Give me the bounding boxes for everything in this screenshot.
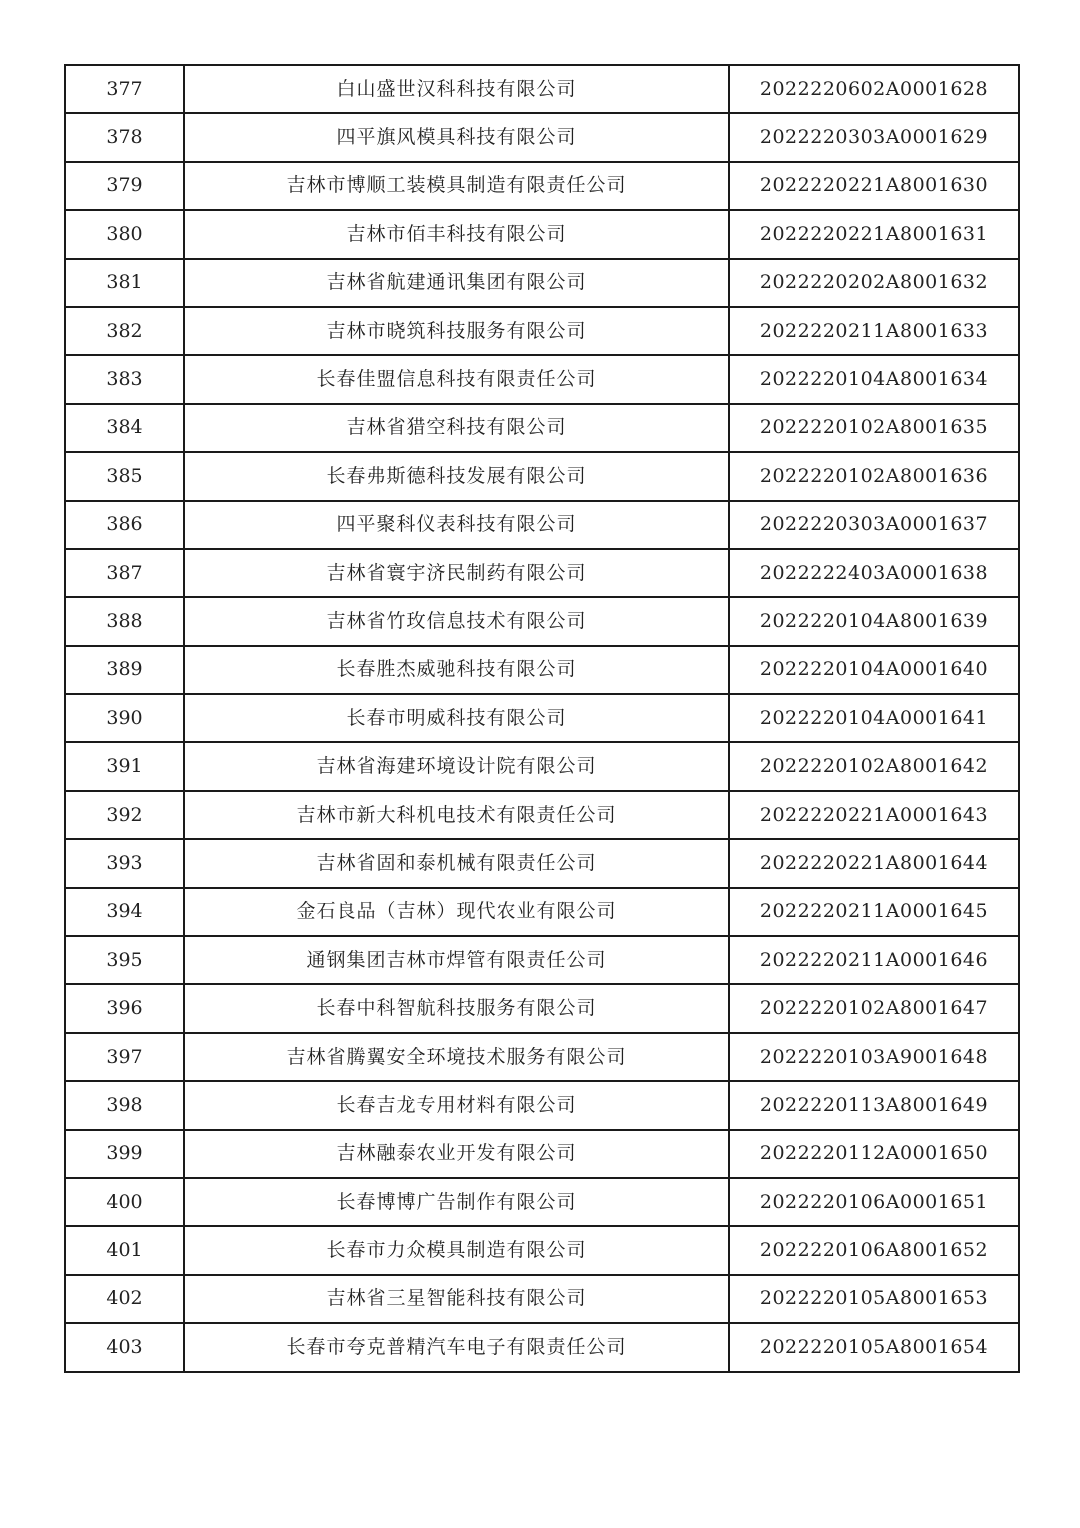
table-row [65, 839, 1019, 887]
table-row [65, 355, 1019, 403]
company-name-cell: 吉林省航建通讯集团有限公司 [184, 259, 729, 307]
company-name-cell: 四平旗风模具科技有限公司 [184, 113, 729, 161]
row-number-cell: 402 [65, 1275, 184, 1323]
table-row [65, 452, 1019, 500]
registration-code-cell: 2022220104A8001639 [729, 597, 1019, 645]
table-row [65, 65, 1019, 113]
row-number-cell: 384 [65, 404, 184, 452]
company-name-cell: 四平聚科仪表科技有限公司 [184, 501, 729, 549]
row-number-cell: 381 [65, 259, 184, 307]
table-row [65, 646, 1019, 694]
table-row [65, 888, 1019, 936]
company-name-cell: 长春胜杰威驰科技有限公司 [184, 646, 729, 694]
company-name-cell: 通钢集团吉林市焊管有限责任公司 [184, 936, 729, 984]
table-row [65, 694, 1019, 742]
registration-code-cell: 2022220211A0001646 [729, 936, 1019, 984]
row-number-cell: 377 [65, 65, 184, 113]
registration-code-cell: 2022220211A8001633 [729, 307, 1019, 355]
row-number-cell: 403 [65, 1323, 184, 1371]
registration-code-cell: 2022220221A8001630 [729, 162, 1019, 210]
row-number-cell: 396 [65, 984, 184, 1032]
table-row [65, 210, 1019, 258]
table-row [65, 259, 1019, 307]
registration-code-cell: 2022220105A8001654 [729, 1323, 1019, 1371]
table-row [65, 936, 1019, 984]
company-name-cell: 长春市力众模具制造有限公司 [184, 1226, 729, 1274]
company-name-cell: 吉林省三星智能科技有限公司 [184, 1275, 729, 1323]
company-name-cell: 长春市夸克普精汽车电子有限责任公司 [184, 1323, 729, 1371]
table-row [65, 1226, 1019, 1274]
registration-code-cell: 2022220113A8001649 [729, 1081, 1019, 1129]
company-name-cell: 长春弗斯德科技发展有限公司 [184, 452, 729, 500]
table-row [65, 404, 1019, 452]
table-row [65, 1323, 1019, 1371]
row-number-cell: 400 [65, 1178, 184, 1226]
table-row [65, 984, 1019, 1032]
table-row [65, 1275, 1019, 1323]
table-row [65, 1033, 1019, 1081]
registration-code-cell: 2022220102A8001642 [729, 742, 1019, 790]
registration-code-cell: 2022220103A9001648 [729, 1033, 1019, 1081]
company-registry-table [64, 64, 1020, 1373]
row-number-cell: 385 [65, 452, 184, 500]
table-row [65, 162, 1019, 210]
row-number-cell: 391 [65, 742, 184, 790]
registration-code-cell: 2022220102A8001647 [729, 984, 1019, 1032]
table-row [65, 113, 1019, 161]
company-name-cell: 长春博博广告制作有限公司 [184, 1178, 729, 1226]
company-name-cell: 吉林省猎空科技有限公司 [184, 404, 729, 452]
registration-code-cell: 2022220104A8001634 [729, 355, 1019, 403]
row-number-cell: 397 [65, 1033, 184, 1081]
row-number-cell: 379 [65, 162, 184, 210]
registration-code-cell: 2022220104A0001641 [729, 694, 1019, 742]
table-row [65, 549, 1019, 597]
registration-code-cell: 2022220102A8001636 [729, 452, 1019, 500]
row-number-cell: 387 [65, 549, 184, 597]
company-name-cell: 白山盛世汉科科技有限公司 [184, 65, 729, 113]
registration-code-cell: 2022222403A0001638 [729, 549, 1019, 597]
table-row [65, 1178, 1019, 1226]
company-name-cell: 吉林省海建环境设计院有限公司 [184, 742, 729, 790]
registration-code-cell: 2022220202A8001632 [729, 259, 1019, 307]
company-name-cell: 吉林省腾翼安全环境技术服务有限公司 [184, 1033, 729, 1081]
row-number-cell: 378 [65, 113, 184, 161]
registration-code-cell: 2022220211A0001645 [729, 888, 1019, 936]
table-row [65, 307, 1019, 355]
row-number-cell: 393 [65, 839, 184, 887]
registration-code-cell: 2022220602A0001628 [729, 65, 1019, 113]
registration-code-cell: 2022220221A8001631 [729, 210, 1019, 258]
table-row [65, 791, 1019, 839]
table-row [65, 597, 1019, 645]
company-name-cell: 吉林融泰农业开发有限公司 [184, 1130, 729, 1178]
company-name-cell: 长春佳盟信息科技有限责任公司 [184, 355, 729, 403]
company-name-cell: 金石良品（吉林）现代农业有限公司 [184, 888, 729, 936]
company-name-cell: 吉林市晓筑科技服务有限公司 [184, 307, 729, 355]
table-row [65, 742, 1019, 790]
row-number-cell: 388 [65, 597, 184, 645]
row-number-cell: 382 [65, 307, 184, 355]
row-number-cell: 399 [65, 1130, 184, 1178]
registration-code-cell: 2022220105A8001653 [729, 1275, 1019, 1323]
table-body [65, 65, 1019, 1372]
table-row [65, 1081, 1019, 1129]
company-name-cell: 吉林市博顺工装模具制造有限责任公司 [184, 162, 729, 210]
registration-code-cell: 2022220303A0001629 [729, 113, 1019, 161]
registration-code-cell: 2022220106A8001652 [729, 1226, 1019, 1274]
row-number-cell: 389 [65, 646, 184, 694]
registration-code-cell: 2022220303A0001637 [729, 501, 1019, 549]
row-number-cell: 401 [65, 1226, 184, 1274]
row-number-cell: 386 [65, 501, 184, 549]
row-number-cell: 398 [65, 1081, 184, 1129]
table-row [65, 1130, 1019, 1178]
registration-code-cell: 2022220102A8001635 [729, 404, 1019, 452]
company-name-cell: 吉林市新大科机电技术有限责任公司 [184, 791, 729, 839]
company-name-cell: 长春中科智航科技服务有限公司 [184, 984, 729, 1032]
company-name-cell: 吉林省固和泰机械有限责任公司 [184, 839, 729, 887]
registration-code-cell: 2022220106A0001651 [729, 1178, 1019, 1226]
company-name-cell: 长春市明威科技有限公司 [184, 694, 729, 742]
document-page [64, 64, 1016, 1373]
row-number-cell: 395 [65, 936, 184, 984]
row-number-cell: 392 [65, 791, 184, 839]
registration-code-cell: 2022220104A0001640 [729, 646, 1019, 694]
company-name-cell: 吉林省竹玫信息技术有限公司 [184, 597, 729, 645]
company-name-cell: 长春吉龙专用材料有限公司 [184, 1081, 729, 1129]
registration-code-cell: 2022220112A0001650 [729, 1130, 1019, 1178]
row-number-cell: 380 [65, 210, 184, 258]
row-number-cell: 394 [65, 888, 184, 936]
company-name-cell: 吉林省寰宇济民制药有限公司 [184, 549, 729, 597]
row-number-cell: 383 [65, 355, 184, 403]
row-number-cell: 390 [65, 694, 184, 742]
table-row [65, 501, 1019, 549]
registration-code-cell: 2022220221A8001644 [729, 839, 1019, 887]
registration-code-cell: 2022220221A0001643 [729, 791, 1019, 839]
company-name-cell: 吉林市佰丰科技有限公司 [184, 210, 729, 258]
